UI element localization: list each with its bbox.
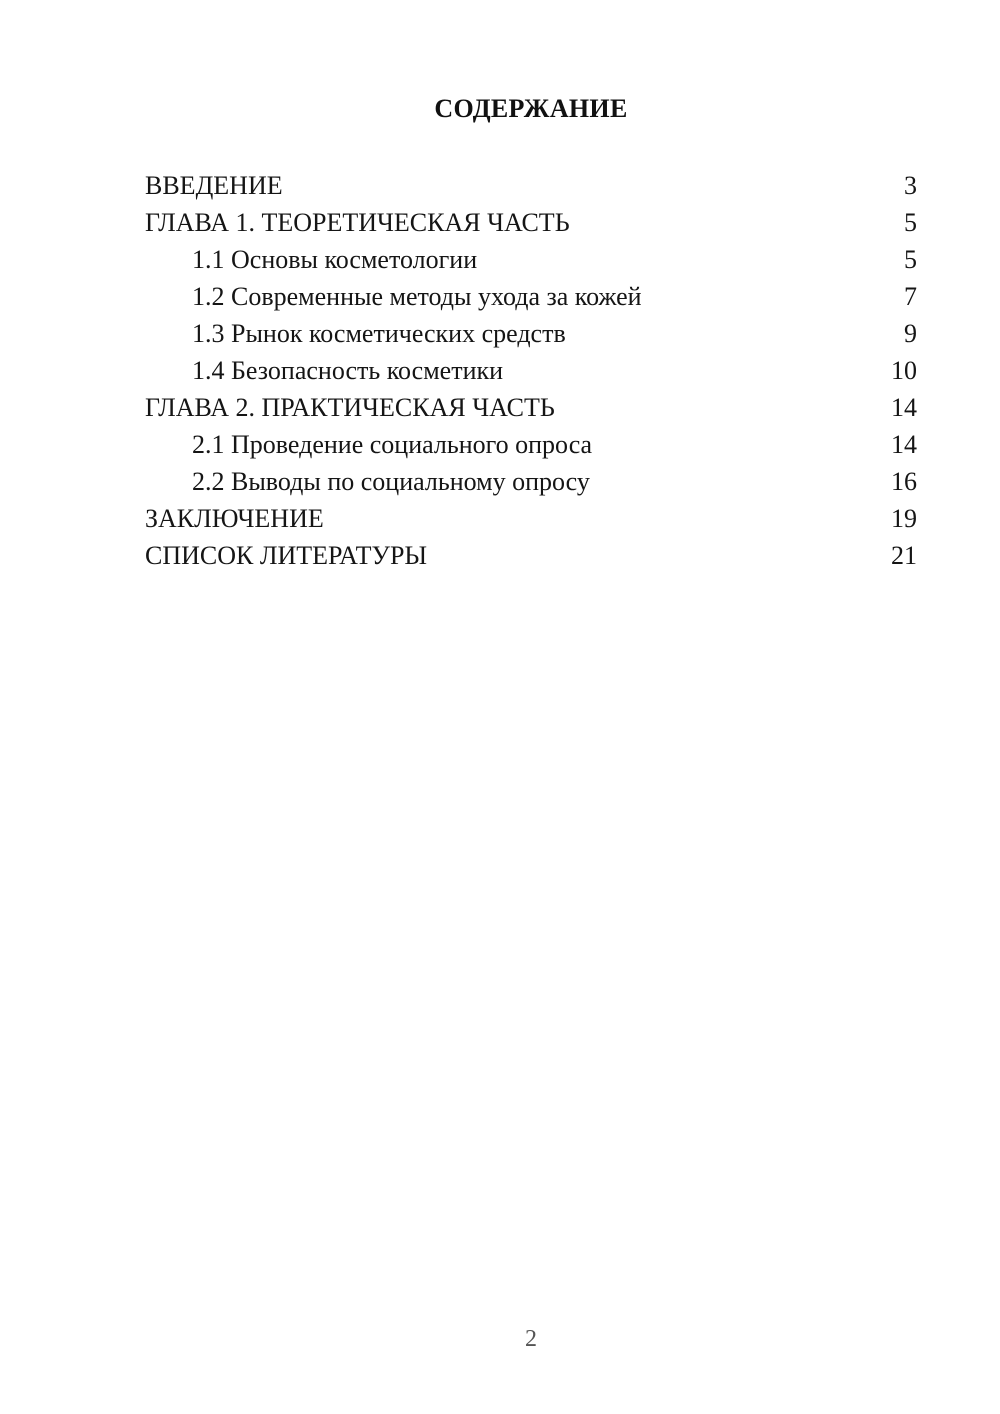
toc-entry-page: 3 — [904, 171, 917, 200]
toc-entry-label: ВВЕДЕНИЕ — [145, 171, 283, 200]
toc-entry — [145, 278, 917, 315]
toc-entry-label: 2.2 Выводы по социальному опросу — [192, 467, 590, 496]
toc-entry — [145, 352, 917, 389]
toc-entry-label: 1.3 Рынок косметических средств — [192, 319, 566, 348]
toc-entry — [145, 500, 917, 537]
toc-entry-page: 5 — [904, 245, 917, 274]
toc-entry-page: 5 — [904, 208, 917, 237]
toc-entry-page: 19 — [891, 504, 917, 533]
toc-entry-label: 1.2 Современные методы ухода за кожей — [192, 282, 642, 311]
toc-entry-label: 2.1 Проведение социального опроса — [192, 430, 593, 459]
toc-entry-page: 14 — [891, 393, 917, 422]
toc-entry-label: ЗАКЛЮЧЕНИЕ — [145, 504, 324, 533]
page-title: СОДЕРЖАНИЕ — [434, 94, 628, 123]
toc-entry-page: 14 — [891, 430, 917, 459]
toc-entry — [145, 241, 917, 278]
toc-entry-label: ГЛАВА 2. ПРАКТИЧЕСКАЯ ЧАСТЬ — [145, 393, 555, 422]
toc-entry — [145, 426, 917, 463]
toc-entry-page: 10 — [891, 356, 917, 385]
toc-entry — [145, 204, 917, 241]
toc-entry-label: ГЛАВА 1. ТЕОРЕТИЧЕСКАЯ ЧАСТЬ — [145, 208, 570, 237]
page-number: 2 — [525, 1326, 537, 1352]
toc-entry — [145, 315, 917, 352]
toc-entry — [145, 389, 917, 426]
toc-entry — [145, 167, 917, 204]
toc-entry-label: СПИСОК ЛИТЕРАТУРЫ — [145, 541, 428, 570]
toc-entry-page: 21 — [891, 541, 917, 570]
toc-entry-label: 1.1 Основы косметологии — [192, 245, 478, 274]
toc-entry — [145, 537, 917, 574]
toc-entry-label: 1.4 Безопасность косметики — [192, 356, 504, 385]
toc-entry-page: 16 — [891, 467, 917, 496]
toc-entry-page: 9 — [904, 319, 917, 348]
table-of-contents — [145, 167, 917, 574]
toc-entry-page: 7 — [904, 282, 917, 311]
toc-entry — [145, 463, 917, 500]
